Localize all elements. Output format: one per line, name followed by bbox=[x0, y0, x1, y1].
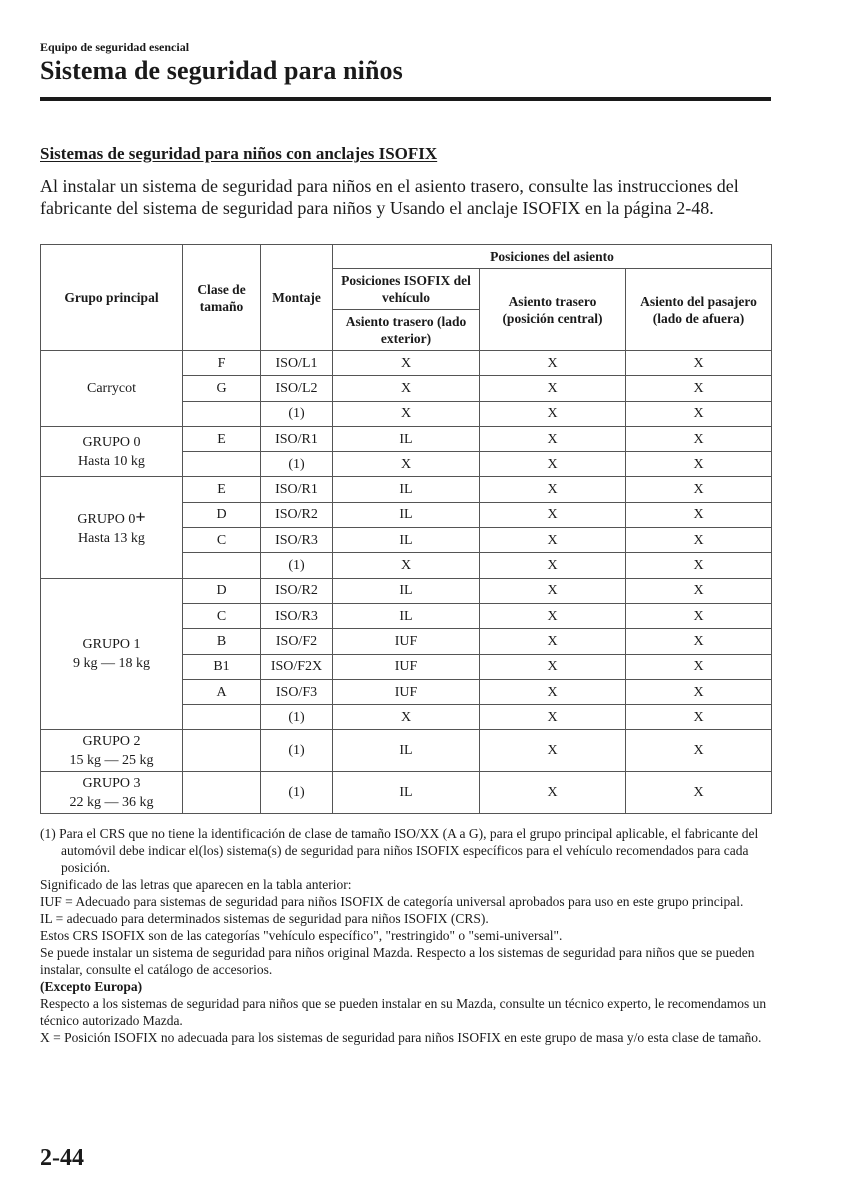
header-passenger-outboard: Asiento del pasajero (lado de afuera) bbox=[626, 269, 772, 351]
cell-outboard: X bbox=[333, 351, 480, 376]
cell-size: B bbox=[183, 629, 261, 654]
cell-passenger: X bbox=[626, 578, 772, 603]
title-rule bbox=[40, 97, 771, 101]
cell-passenger: X bbox=[626, 477, 772, 502]
group-range: Hasta 10 kg bbox=[78, 453, 145, 469]
cell-outboard: IUF bbox=[333, 679, 480, 704]
page-title: Sistema de seguridad para niños bbox=[40, 56, 403, 85]
subheading: Sistemas de seguridad para niños con anclajes ISOFIX bbox=[40, 144, 438, 163]
cell-outboard: X bbox=[333, 376, 480, 401]
group-cell bbox=[41, 578, 183, 730]
cell-outboard: X bbox=[333, 705, 480, 730]
cell-center: X bbox=[480, 705, 626, 730]
cell-fixture: (1) bbox=[261, 705, 333, 730]
note-footnote-1: (1) Para el CRS que no tiene la identificación de clase de tamaño ISO/XX (A a G), para el grupo principal aplicable, el fabricante del automóvil debe indicar el(los) sistema(s) de seguridad para niños ISOFIX específicos para el vehículo recomendados para cada posición. bbox=[40, 826, 759, 875]
cell-passenger: X bbox=[626, 772, 772, 814]
cell-outboard: IL bbox=[333, 578, 480, 603]
cell-passenger: X bbox=[626, 553, 772, 578]
cell-center: X bbox=[480, 679, 626, 704]
table-row bbox=[41, 426, 772, 451]
cell-fixture: ISO/F3 bbox=[261, 679, 333, 704]
cell-fixture: (1) bbox=[261, 553, 333, 578]
note-consult-technician: Respecto a los sistemas de seguridad para niños que se pueden instalar en su Mazda, consulte un técnico experto, le recomendamos un técnico autorizado Mazda. bbox=[40, 996, 767, 1028]
cell-center: X bbox=[480, 477, 626, 502]
table-row bbox=[41, 772, 772, 814]
cell-center: X bbox=[480, 629, 626, 654]
cell-size: F bbox=[183, 351, 261, 376]
cell-fixture: (1) bbox=[261, 452, 333, 477]
cell-size: D bbox=[183, 502, 261, 527]
cell-outboard: IL bbox=[333, 603, 480, 628]
cell-outboard: IL bbox=[333, 502, 480, 527]
page-number: 2-44 bbox=[40, 1145, 84, 1171]
cell-outboard: X bbox=[333, 553, 480, 578]
cell-size bbox=[183, 553, 261, 578]
cell-size: C bbox=[183, 528, 261, 553]
group-cell bbox=[41, 477, 183, 578]
table-body bbox=[41, 351, 772, 814]
group-cell bbox=[41, 351, 183, 427]
cell-outboard: IL bbox=[333, 477, 480, 502]
cell-passenger: X bbox=[626, 654, 772, 679]
cell-size: B1 bbox=[183, 654, 261, 679]
group-cell bbox=[41, 772, 183, 814]
cell-center: X bbox=[480, 528, 626, 553]
cell-center: X bbox=[480, 603, 626, 628]
cell-passenger: X bbox=[626, 705, 772, 730]
cell-passenger: X bbox=[626, 730, 772, 772]
cell-outboard: X bbox=[333, 452, 480, 477]
plus-icon: + bbox=[135, 506, 146, 527]
intro-paragraph: Al instalar un sistema de seguridad para niños en el asiento trasero, consulte las instrucciones del fabricante del sistema de seguridad para niños y Usando el anclaje ISOFIX en la página 2-48. bbox=[40, 176, 739, 218]
cell-outboard: IL bbox=[333, 730, 480, 772]
group-name: GRUPO 3 bbox=[82, 775, 141, 791]
note-categories: Estos CRS ISOFIX son de las categorías "vehículo específico", "restringido" o "semi-universal". bbox=[40, 928, 563, 943]
cell-center: X bbox=[480, 578, 626, 603]
cell-passenger: X bbox=[626, 376, 772, 401]
cell-fixture: ISO/L1 bbox=[261, 351, 333, 376]
cell-size: G bbox=[183, 376, 261, 401]
cell-center: X bbox=[480, 553, 626, 578]
cell-fixture: ISO/R1 bbox=[261, 477, 333, 502]
cell-center: X bbox=[480, 401, 626, 426]
group-name: GRUPO 0 bbox=[77, 511, 136, 527]
cell-passenger: X bbox=[626, 401, 772, 426]
group-range: 15 kg — 25 kg bbox=[69, 752, 154, 768]
cell-size: A bbox=[183, 679, 261, 704]
cell-size bbox=[183, 705, 261, 730]
cell-fixture: ISO/R3 bbox=[261, 603, 333, 628]
header-seat-positions: Posiciones del asiento bbox=[333, 245, 772, 269]
group-name: GRUPO 1 bbox=[82, 637, 141, 653]
cell-size: C bbox=[183, 603, 261, 628]
cell-outboard: IL bbox=[333, 528, 480, 553]
cell-size: D bbox=[183, 578, 261, 603]
cell-fixture: (1) bbox=[261, 401, 333, 426]
group-range: 22 kg — 36 kg bbox=[69, 794, 154, 810]
cell-outboard: IUF bbox=[333, 654, 480, 679]
note-il: IL = adecuado para determinados sistemas de seguridad para niños ISOFIX (CRS). bbox=[40, 911, 489, 926]
cell-fixture: ISO/R2 bbox=[261, 502, 333, 527]
note-legend-intro: Significado de las letras que aparecen en la tabla anterior: bbox=[40, 877, 352, 892]
cell-size bbox=[183, 452, 261, 477]
notes bbox=[40, 825, 780, 1046]
cell-fixture: ISO/F2X bbox=[261, 654, 333, 679]
isofix-table bbox=[40, 244, 772, 814]
cell-passenger: X bbox=[626, 502, 772, 527]
group-cell bbox=[41, 730, 183, 772]
cell-fixture: (1) bbox=[261, 772, 333, 814]
cell-fixture: (1) bbox=[261, 730, 333, 772]
table-row bbox=[41, 730, 772, 772]
group-range: 9 kg — 18 kg bbox=[73, 656, 150, 672]
cell-center: X bbox=[480, 654, 626, 679]
cell-size bbox=[183, 730, 261, 772]
group-name: GRUPO 2 bbox=[82, 733, 141, 749]
cell-passenger: X bbox=[626, 603, 772, 628]
cell-passenger: X bbox=[626, 679, 772, 704]
cell-size bbox=[183, 401, 261, 426]
section-header: Equipo de seguridad esencial bbox=[40, 40, 190, 54]
cell-passenger: X bbox=[626, 528, 772, 553]
cell-passenger: X bbox=[626, 452, 772, 477]
cell-center: X bbox=[480, 730, 626, 772]
cell-size: E bbox=[183, 477, 261, 502]
cell-fixture: ISO/R3 bbox=[261, 528, 333, 553]
note-mazda-original: Se puede instalar un sistema de seguridad para niños original Mazda. Respecto a los sistemas de seguridad para niños que se pueden instalar, consulte el catálogo de accesorios. bbox=[40, 945, 755, 977]
cell-center: X bbox=[480, 502, 626, 527]
cell-passenger: X bbox=[626, 426, 772, 451]
note-except-europe: (Excepto Europa) bbox=[40, 979, 143, 994]
group-range: Hasta 13 kg bbox=[78, 530, 145, 546]
cell-center: X bbox=[480, 452, 626, 477]
cell-passenger: X bbox=[626, 351, 772, 376]
cell-outboard: IL bbox=[333, 426, 480, 451]
cell-outboard: X bbox=[333, 401, 480, 426]
header-rear-center: Asiento trasero (posición central) bbox=[480, 269, 626, 351]
header-isofix-positions: Posiciones ISOFIX del vehículo bbox=[333, 269, 480, 310]
cell-fixture: ISO/R2 bbox=[261, 578, 333, 603]
header-rear-outboard: Asiento trasero (lado exterior) bbox=[333, 310, 480, 351]
cell-size bbox=[183, 772, 261, 814]
cell-center: X bbox=[480, 351, 626, 376]
header-group: Grupo principal bbox=[41, 245, 183, 351]
table-row bbox=[41, 578, 772, 603]
table-row bbox=[41, 477, 772, 502]
cell-size: E bbox=[183, 426, 261, 451]
note-iuf: IUF = Adecuado para sistemas de seguridad para niños ISOFIX de categoría universal aprobados para uso en este grupo principal. bbox=[40, 894, 744, 909]
table-row bbox=[41, 351, 772, 376]
cell-center: X bbox=[480, 426, 626, 451]
cell-outboard: IL bbox=[333, 772, 480, 814]
group-name: Carrycot bbox=[87, 380, 136, 396]
cell-outboard: IUF bbox=[333, 629, 480, 654]
group-name: GRUPO 0 bbox=[82, 434, 141, 450]
table-header bbox=[41, 245, 772, 351]
cell-fixture: ISO/L2 bbox=[261, 376, 333, 401]
header-fixture: Montaje bbox=[261, 245, 333, 351]
cell-center: X bbox=[480, 376, 626, 401]
header-size-class: Clase de tamaño bbox=[183, 245, 261, 351]
cell-fixture: ISO/F2 bbox=[261, 629, 333, 654]
note-x: X = Posición ISOFIX no adecuada para los sistemas de seguridad para niños ISOFIX en este grupo de masa y/o esta clase de tamaño. bbox=[40, 1030, 762, 1045]
cell-passenger: X bbox=[626, 629, 772, 654]
cell-fixture: ISO/R1 bbox=[261, 426, 333, 451]
cell-center: X bbox=[480, 772, 626, 814]
group-cell bbox=[41, 426, 183, 477]
